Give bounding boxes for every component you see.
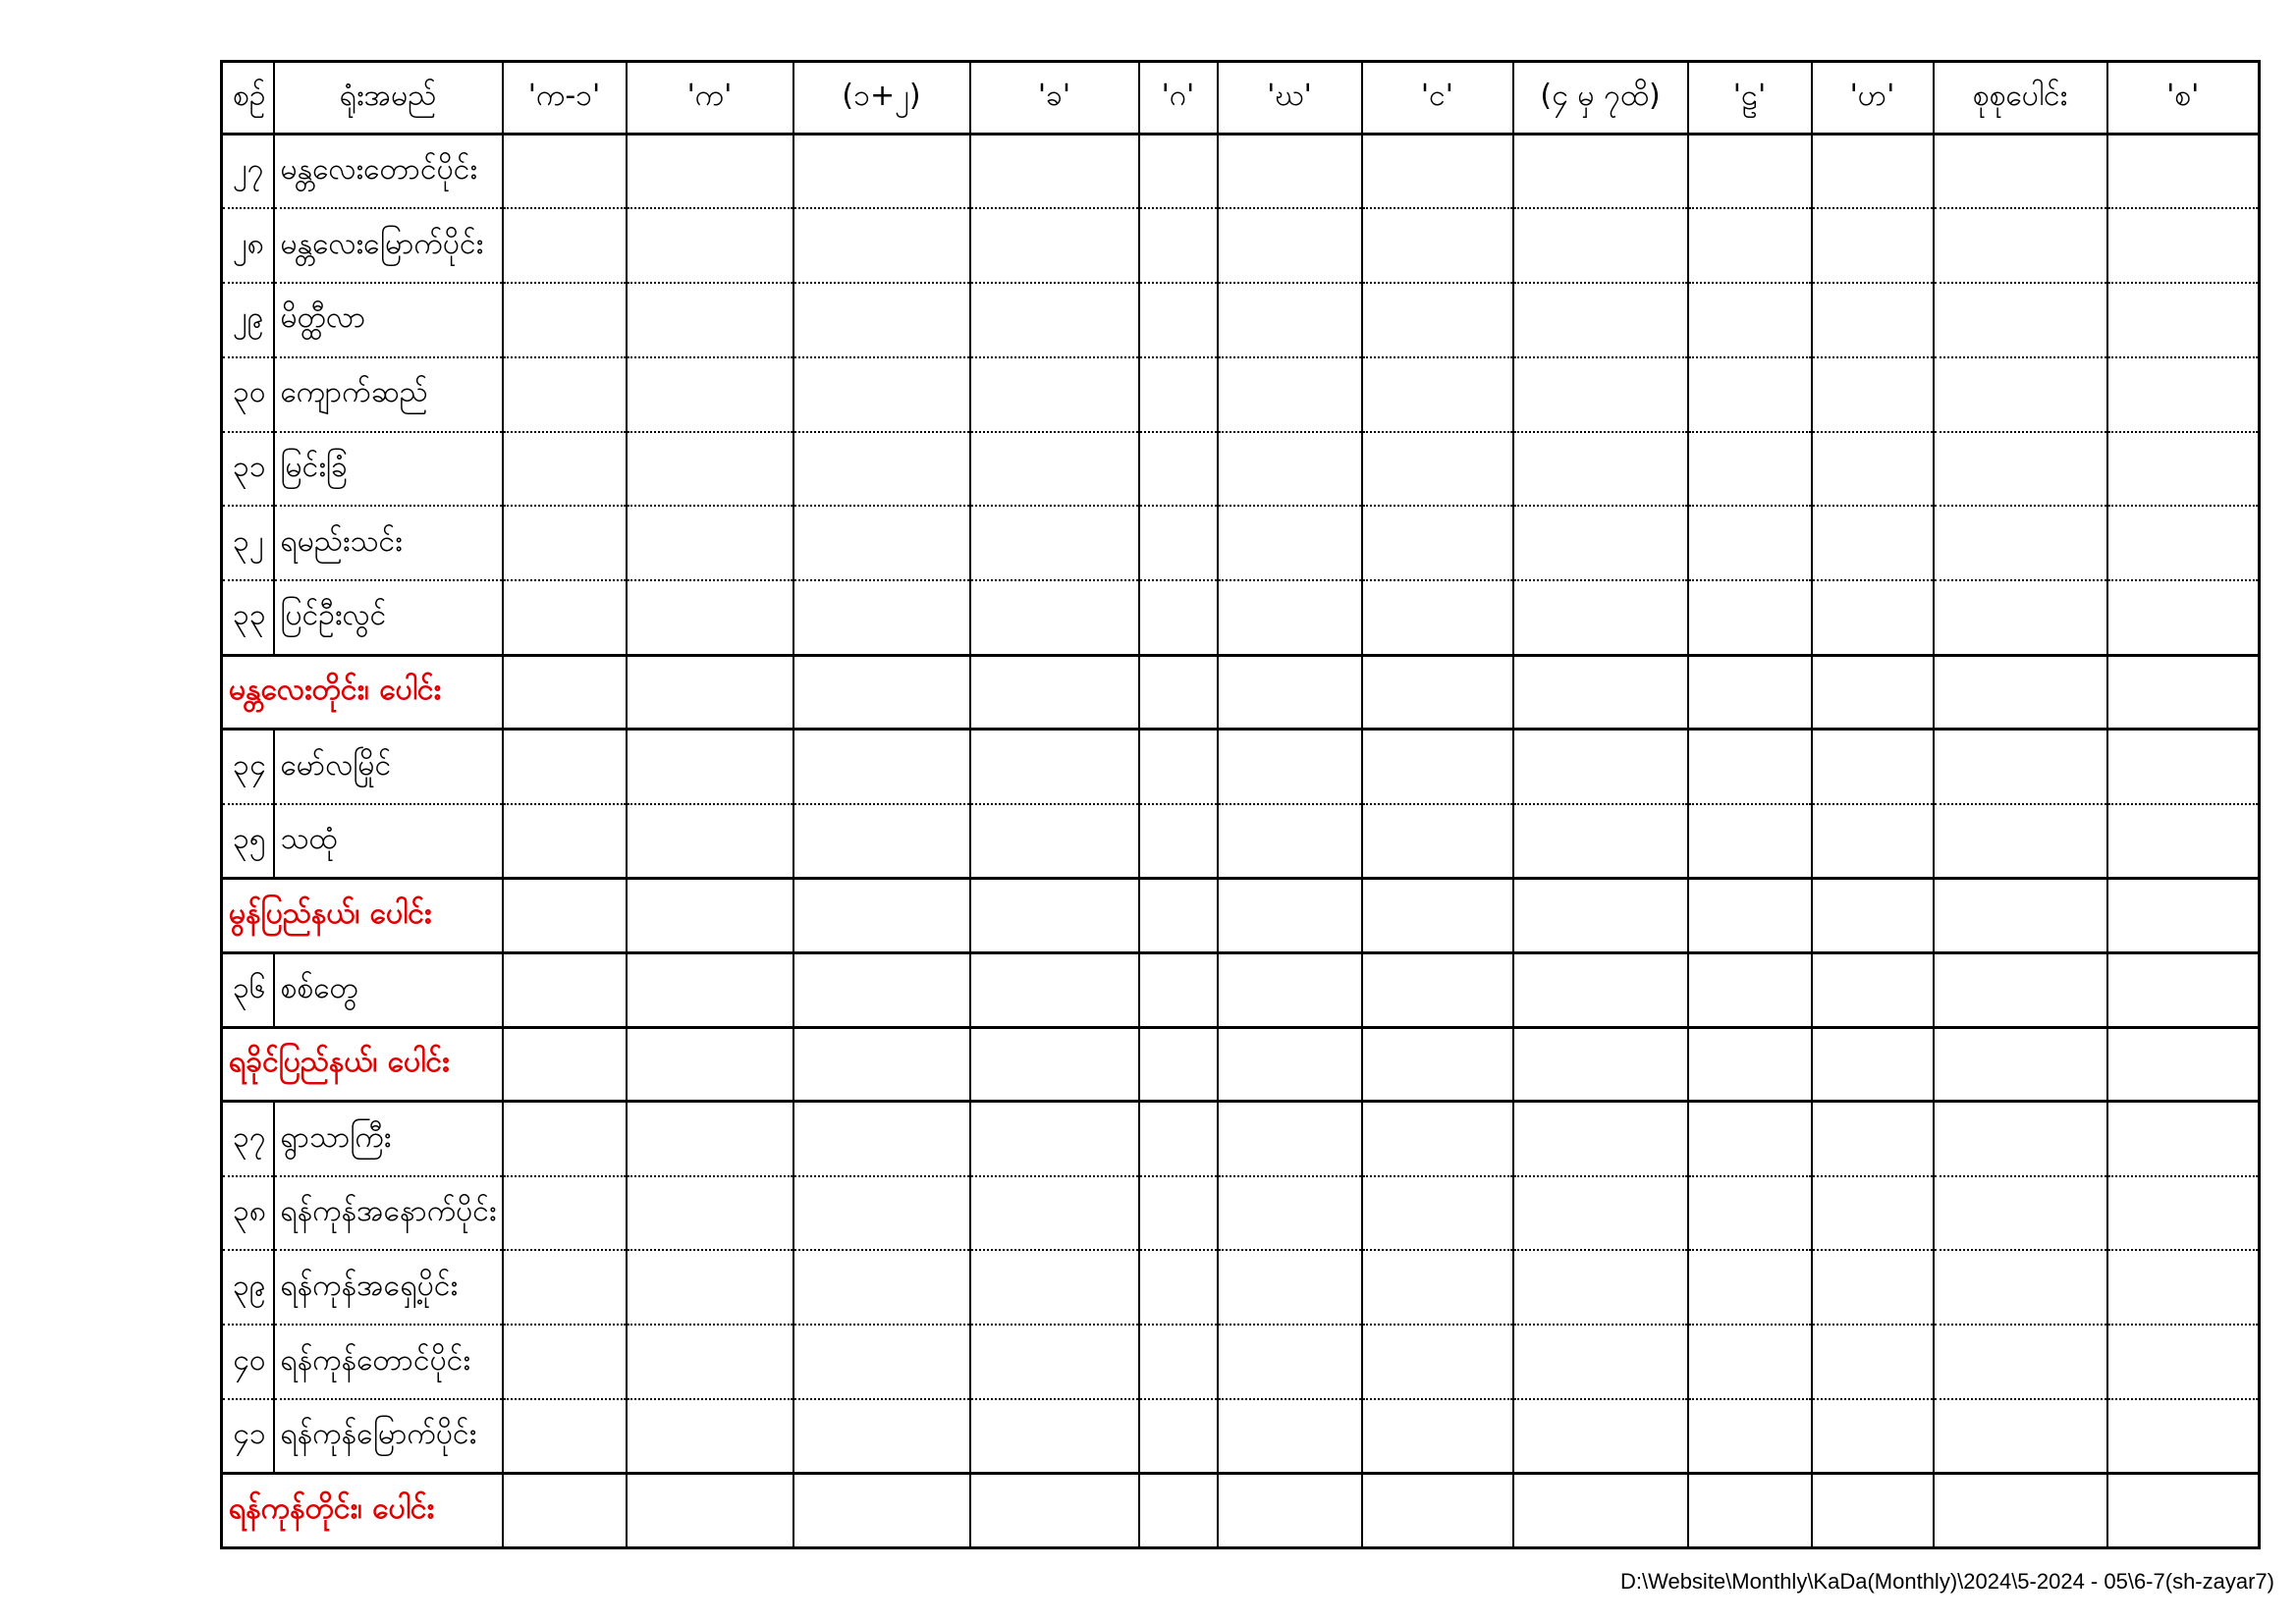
value-cell bbox=[1362, 1399, 1513, 1474]
total-cell bbox=[1934, 1250, 2107, 1325]
serial-cell: ၃၃ bbox=[222, 580, 274, 655]
serial-cell: ၃၈ bbox=[222, 1176, 274, 1251]
value-cell bbox=[1513, 1399, 1688, 1474]
value-cell bbox=[1688, 1399, 1812, 1474]
total-cell bbox=[1934, 1474, 2107, 1548]
value-cell bbox=[627, 283, 793, 357]
value-cell bbox=[1362, 1102, 1513, 1176]
value-cell bbox=[970, 283, 1139, 357]
total-cell bbox=[1934, 208, 2107, 283]
table-row bbox=[222, 952, 2260, 1027]
value-cell bbox=[970, 1027, 1139, 1102]
value-cell bbox=[1218, 730, 1362, 804]
value-cell bbox=[503, 1102, 627, 1176]
serial-cell: ၃၅ bbox=[222, 804, 274, 879]
value-cell bbox=[793, 804, 970, 879]
value-cell bbox=[2107, 1325, 2260, 1399]
header-col-4to7: (၄ မှ ၇ထိ) bbox=[1513, 62, 1688, 135]
value-cell bbox=[1218, 1027, 1362, 1102]
value-cell bbox=[970, 506, 1139, 580]
value-cell bbox=[2107, 432, 2260, 507]
value-cell bbox=[1218, 952, 1362, 1027]
value-cell bbox=[1362, 1176, 1513, 1251]
value-cell bbox=[970, 730, 1139, 804]
value-cell bbox=[970, 432, 1139, 507]
value-cell bbox=[970, 135, 1139, 209]
office-name-cell: ရန်ကုန်အရှေ့ပိုင်း bbox=[274, 1250, 503, 1325]
value-cell bbox=[1139, 1474, 1218, 1548]
value-cell bbox=[1362, 878, 1513, 952]
value-cell bbox=[1812, 1399, 1934, 1474]
value-cell bbox=[793, 1474, 970, 1548]
table-row bbox=[222, 1102, 2260, 1176]
value-cell bbox=[1812, 357, 1934, 432]
value-cell bbox=[2107, 1176, 2260, 1251]
value-cell bbox=[1139, 655, 1218, 730]
header-col-la: 'ဠ' bbox=[1688, 62, 1812, 135]
header-col-sa: 'စ' bbox=[2107, 62, 2260, 135]
total-cell bbox=[1934, 580, 2107, 655]
value-cell bbox=[1513, 730, 1688, 804]
total-cell bbox=[1934, 283, 2107, 357]
office-name-cell: မန္တလေးတောင်ပိုင်း bbox=[274, 135, 503, 209]
value-cell bbox=[503, 135, 627, 209]
value-cell bbox=[793, 1399, 970, 1474]
value-cell bbox=[2107, 804, 2260, 879]
value-cell bbox=[1688, 580, 1812, 655]
value-cell bbox=[1218, 357, 1362, 432]
serial-cell: ၂၉ bbox=[222, 283, 274, 357]
value-cell bbox=[2107, 357, 2260, 432]
value-cell bbox=[970, 952, 1139, 1027]
value-cell bbox=[1139, 1027, 1218, 1102]
value-cell bbox=[1139, 804, 1218, 879]
value-cell bbox=[1812, 1474, 1934, 1548]
value-cell bbox=[1218, 580, 1362, 655]
value-cell bbox=[1513, 1027, 1688, 1102]
value-cell bbox=[503, 1027, 627, 1102]
subtotal-row bbox=[222, 655, 2260, 730]
value-cell bbox=[1513, 506, 1688, 580]
value-cell bbox=[1362, 135, 1513, 209]
value-cell bbox=[970, 804, 1139, 879]
value-cell bbox=[970, 655, 1139, 730]
total-cell bbox=[1934, 1399, 2107, 1474]
serial-cell: ၃၇ bbox=[222, 1102, 274, 1176]
value-cell bbox=[627, 1102, 793, 1176]
value-cell bbox=[793, 506, 970, 580]
subtotal-row bbox=[222, 878, 2260, 952]
total-cell bbox=[1934, 655, 2107, 730]
table-row bbox=[222, 283, 2260, 357]
total-cell bbox=[1934, 1176, 2107, 1251]
value-cell bbox=[793, 580, 970, 655]
value-cell bbox=[2107, 1102, 2260, 1176]
value-cell bbox=[1812, 135, 1934, 209]
value-cell bbox=[1218, 878, 1362, 952]
value-cell bbox=[1688, 135, 1812, 209]
value-cell bbox=[1513, 1102, 1688, 1176]
value-cell bbox=[627, 952, 793, 1027]
value-cell bbox=[1513, 1176, 1688, 1251]
value-cell bbox=[793, 432, 970, 507]
value-cell bbox=[503, 208, 627, 283]
serial-cell: ၃၀ bbox=[222, 357, 274, 432]
subtotal-row bbox=[222, 1027, 2260, 1102]
value-cell bbox=[1362, 506, 1513, 580]
value-cell bbox=[2107, 1474, 2260, 1548]
value-cell bbox=[1218, 1325, 1362, 1399]
table-body bbox=[222, 135, 2260, 1548]
value-cell bbox=[503, 730, 627, 804]
serial-cell: ၃၉ bbox=[222, 1250, 274, 1325]
file-path-footer: D:\Website\Monthly\KaDa(Monthly)\2024\5-2024 - 05\6-7(sh-zayar7) bbox=[1619, 1569, 2274, 1594]
value-cell bbox=[2107, 655, 2260, 730]
value-cell bbox=[1139, 1102, 1218, 1176]
value-cell bbox=[1218, 1102, 1362, 1176]
value-cell bbox=[1139, 1325, 1218, 1399]
value-cell bbox=[1688, 357, 1812, 432]
header-office-name: ရုံးအမည် bbox=[274, 62, 503, 135]
value-cell bbox=[503, 1176, 627, 1251]
office-name-cell: ရန်ကုန်တောင်ပိုင်း bbox=[274, 1325, 503, 1399]
value-cell bbox=[1688, 878, 1812, 952]
total-cell bbox=[1934, 730, 2107, 804]
value-cell bbox=[627, 1027, 793, 1102]
value-cell bbox=[1812, 878, 1934, 952]
office-name-cell: ပြင်ဦးလွင် bbox=[274, 580, 503, 655]
value-cell bbox=[970, 357, 1139, 432]
value-cell bbox=[503, 283, 627, 357]
value-cell bbox=[627, 1176, 793, 1251]
table-row bbox=[222, 1176, 2260, 1251]
value-cell bbox=[503, 655, 627, 730]
table-row bbox=[222, 730, 2260, 804]
value-cell bbox=[1139, 580, 1218, 655]
value-cell bbox=[970, 878, 1139, 952]
serial-cell: ၃၁ bbox=[222, 432, 274, 507]
header-col-ga: 'ဂ' bbox=[1139, 62, 1218, 135]
value-cell bbox=[1513, 1474, 1688, 1548]
value-cell bbox=[793, 1027, 970, 1102]
value-cell bbox=[970, 1325, 1139, 1399]
office-name-cell: စစ်တွေ bbox=[274, 952, 503, 1027]
value-cell bbox=[2107, 208, 2260, 283]
value-cell bbox=[503, 580, 627, 655]
value-cell bbox=[1362, 804, 1513, 879]
value-cell bbox=[1362, 1250, 1513, 1325]
subtotal-label: ရခိုင်ပြည်နယ်၊ ပေါင်း bbox=[222, 1027, 503, 1102]
value-cell bbox=[1688, 804, 1812, 879]
value-cell bbox=[2107, 135, 2260, 209]
value-cell bbox=[1218, 208, 1362, 283]
value-cell bbox=[627, 357, 793, 432]
value-cell bbox=[503, 506, 627, 580]
value-cell bbox=[503, 1325, 627, 1399]
value-cell bbox=[1218, 804, 1362, 879]
value-cell bbox=[1513, 878, 1688, 952]
value-cell bbox=[970, 1102, 1139, 1176]
value-cell bbox=[1812, 730, 1934, 804]
value-cell bbox=[2107, 1250, 2260, 1325]
value-cell bbox=[1139, 135, 1218, 209]
value-cell bbox=[1513, 135, 1688, 209]
value-cell bbox=[627, 580, 793, 655]
table-row bbox=[222, 1399, 2260, 1474]
office-name-cell: မိတ္ထီလာ bbox=[274, 283, 503, 357]
value-cell bbox=[1513, 655, 1688, 730]
serial-cell: ၄၀ bbox=[222, 1325, 274, 1399]
office-name-cell: ရမည်းသင်း bbox=[274, 506, 503, 580]
value-cell bbox=[1218, 135, 1362, 209]
value-cell bbox=[1812, 580, 1934, 655]
header-col-ka: 'က' bbox=[627, 62, 793, 135]
total-cell bbox=[1934, 1325, 2107, 1399]
value-cell bbox=[1812, 1250, 1934, 1325]
value-cell bbox=[1139, 283, 1218, 357]
value-cell bbox=[970, 1399, 1139, 1474]
value-cell bbox=[793, 208, 970, 283]
value-cell bbox=[503, 1399, 627, 1474]
value-cell bbox=[503, 432, 627, 507]
value-cell bbox=[1139, 1399, 1218, 1474]
value-cell bbox=[1362, 580, 1513, 655]
value-cell bbox=[2107, 580, 2260, 655]
value-cell bbox=[1362, 1474, 1513, 1548]
value-cell bbox=[1218, 1399, 1362, 1474]
total-cell bbox=[1934, 357, 2107, 432]
value-cell bbox=[2107, 952, 2260, 1027]
office-name-cell: မန္တလေးမြောက်ပိုင်း bbox=[274, 208, 503, 283]
value-cell bbox=[627, 804, 793, 879]
value-cell bbox=[503, 952, 627, 1027]
value-cell bbox=[1688, 1474, 1812, 1548]
value-cell bbox=[503, 1474, 627, 1548]
value-cell bbox=[1688, 730, 1812, 804]
total-cell bbox=[1934, 1027, 2107, 1102]
value-cell bbox=[1139, 432, 1218, 507]
total-cell bbox=[1934, 878, 2107, 952]
value-cell bbox=[1513, 283, 1688, 357]
value-cell bbox=[1139, 208, 1218, 283]
value-cell bbox=[1812, 804, 1934, 879]
value-cell bbox=[1218, 1176, 1362, 1251]
value-cell bbox=[503, 878, 627, 952]
value-cell bbox=[1218, 1250, 1362, 1325]
value-cell bbox=[2107, 283, 2260, 357]
value-cell bbox=[793, 283, 970, 357]
value-cell bbox=[970, 1250, 1139, 1325]
value-cell bbox=[627, 730, 793, 804]
office-name-cell: မြင်းခြံ bbox=[274, 432, 503, 507]
value-cell bbox=[503, 1250, 627, 1325]
value-cell bbox=[1688, 1176, 1812, 1251]
value-cell bbox=[1139, 357, 1218, 432]
office-name-cell: ရန်ကုန်အနောက်ပိုင်း bbox=[274, 1176, 503, 1251]
value-cell bbox=[627, 878, 793, 952]
value-cell bbox=[627, 655, 793, 730]
value-cell bbox=[1812, 1027, 1934, 1102]
total-cell bbox=[1934, 952, 2107, 1027]
serial-cell: ၂၈ bbox=[222, 208, 274, 283]
office-name-cell: ကျောက်ဆည် bbox=[274, 357, 503, 432]
table-row bbox=[222, 208, 2260, 283]
value-cell bbox=[1139, 730, 1218, 804]
serial-cell: ၃၄ bbox=[222, 730, 274, 804]
value-cell bbox=[627, 506, 793, 580]
value-cell bbox=[627, 208, 793, 283]
value-cell bbox=[1513, 208, 1688, 283]
header-col-ha: 'ဟ' bbox=[1812, 62, 1934, 135]
subtotal-label: မွန်ပြည်နယ်၊ ပေါင်း bbox=[222, 878, 503, 952]
value-cell bbox=[627, 1474, 793, 1548]
value-cell bbox=[1688, 655, 1812, 730]
value-cell bbox=[1513, 580, 1688, 655]
total-cell bbox=[1934, 506, 2107, 580]
header-serial: စဉ် bbox=[222, 62, 274, 135]
value-cell bbox=[2107, 1399, 2260, 1474]
header-col-1plus2: (၁+၂) bbox=[793, 62, 970, 135]
header-col-kha: 'ခ' bbox=[970, 62, 1139, 135]
table-row bbox=[222, 135, 2260, 209]
header-col-gha: 'ဃ' bbox=[1218, 62, 1362, 135]
serial-cell: ၄၁ bbox=[222, 1399, 274, 1474]
value-cell bbox=[1218, 655, 1362, 730]
header-col-nga: 'င' bbox=[1362, 62, 1513, 135]
table-row bbox=[222, 432, 2260, 507]
table-row bbox=[222, 580, 2260, 655]
office-name-cell: ရွာသာကြီး bbox=[274, 1102, 503, 1176]
value-cell bbox=[1362, 1325, 1513, 1399]
value-cell bbox=[1812, 1325, 1934, 1399]
value-cell bbox=[1139, 878, 1218, 952]
value-cell bbox=[1688, 1325, 1812, 1399]
value-cell bbox=[503, 357, 627, 432]
subtotal-label: မန္တလေးတိုင်း၊ ပေါင်း bbox=[222, 655, 503, 730]
value-cell bbox=[1362, 283, 1513, 357]
value-cell bbox=[793, 1102, 970, 1176]
value-cell bbox=[1688, 1250, 1812, 1325]
value-cell bbox=[627, 135, 793, 209]
table-row bbox=[222, 1325, 2260, 1399]
value-cell bbox=[1362, 432, 1513, 507]
total-cell bbox=[1934, 432, 2107, 507]
value-cell bbox=[1218, 283, 1362, 357]
value-cell bbox=[970, 580, 1139, 655]
value-cell bbox=[1812, 432, 1934, 507]
value-cell bbox=[1218, 1474, 1362, 1548]
value-cell bbox=[970, 1176, 1139, 1251]
header-row bbox=[222, 62, 2260, 135]
value-cell bbox=[627, 1325, 793, 1399]
table-row bbox=[222, 1250, 2260, 1325]
header-col-ka1: 'က-၁' bbox=[503, 62, 627, 135]
value-cell bbox=[1688, 432, 1812, 507]
value-cell bbox=[627, 432, 793, 507]
value-cell bbox=[1362, 208, 1513, 283]
value-cell bbox=[1812, 283, 1934, 357]
office-name-cell: ရန်ကုန်မြောက်ပိုင်း bbox=[274, 1399, 503, 1474]
value-cell bbox=[1688, 952, 1812, 1027]
value-cell bbox=[1812, 1102, 1934, 1176]
value-cell bbox=[1362, 357, 1513, 432]
value-cell bbox=[793, 1176, 970, 1251]
value-cell bbox=[970, 1474, 1139, 1548]
value-cell bbox=[793, 1250, 970, 1325]
table-row bbox=[222, 506, 2260, 580]
subtotal-label: ရန်ကုန်တိုင်း၊ ပေါင်း bbox=[222, 1474, 503, 1548]
value-cell bbox=[1688, 506, 1812, 580]
value-cell bbox=[2107, 730, 2260, 804]
value-cell bbox=[627, 1250, 793, 1325]
value-cell bbox=[793, 878, 970, 952]
value-cell bbox=[1812, 1176, 1934, 1251]
value-cell bbox=[793, 952, 970, 1027]
value-cell bbox=[793, 655, 970, 730]
value-cell bbox=[793, 1325, 970, 1399]
value-cell bbox=[1362, 952, 1513, 1027]
serial-cell: ၃၆ bbox=[222, 952, 274, 1027]
value-cell bbox=[1812, 655, 1934, 730]
value-cell bbox=[793, 357, 970, 432]
value-cell bbox=[1139, 1250, 1218, 1325]
value-cell bbox=[1362, 655, 1513, 730]
value-cell bbox=[1513, 357, 1688, 432]
office-name-cell: သထုံ bbox=[274, 804, 503, 879]
office-name-cell: မော်လမြိုင် bbox=[274, 730, 503, 804]
value-cell bbox=[1513, 804, 1688, 879]
value-cell bbox=[2107, 1027, 2260, 1102]
value-cell bbox=[2107, 878, 2260, 952]
value-cell bbox=[1513, 1250, 1688, 1325]
value-cell bbox=[1139, 1176, 1218, 1251]
value-cell bbox=[1688, 208, 1812, 283]
subtotal-row bbox=[222, 1474, 2260, 1548]
serial-cell: ၃၂ bbox=[222, 506, 274, 580]
total-cell bbox=[1934, 135, 2107, 209]
value-cell bbox=[1812, 208, 1934, 283]
value-cell bbox=[1688, 283, 1812, 357]
value-cell bbox=[793, 730, 970, 804]
value-cell bbox=[1688, 1102, 1812, 1176]
value-cell bbox=[1362, 1027, 1513, 1102]
serial-cell: ၂၇ bbox=[222, 135, 274, 209]
table-row bbox=[222, 804, 2260, 879]
table-row bbox=[222, 357, 2260, 432]
value-cell bbox=[793, 135, 970, 209]
value-cell bbox=[1688, 1027, 1812, 1102]
value-cell bbox=[627, 1399, 793, 1474]
value-cell bbox=[1513, 952, 1688, 1027]
value-cell bbox=[970, 208, 1139, 283]
value-cell bbox=[1513, 432, 1688, 507]
value-cell bbox=[1812, 952, 1934, 1027]
report-table bbox=[220, 60, 2261, 1549]
value-cell bbox=[1513, 1325, 1688, 1399]
total-cell bbox=[1934, 804, 2107, 879]
value-cell bbox=[2107, 506, 2260, 580]
value-cell bbox=[1139, 506, 1218, 580]
value-cell bbox=[1362, 730, 1513, 804]
header-col-total: စုစုပေါင်း bbox=[1934, 62, 2107, 135]
value-cell bbox=[1218, 432, 1362, 507]
value-cell bbox=[1139, 952, 1218, 1027]
total-cell bbox=[1934, 1102, 2107, 1176]
value-cell bbox=[1218, 506, 1362, 580]
value-cell bbox=[503, 804, 627, 879]
value-cell bbox=[1812, 506, 1934, 580]
